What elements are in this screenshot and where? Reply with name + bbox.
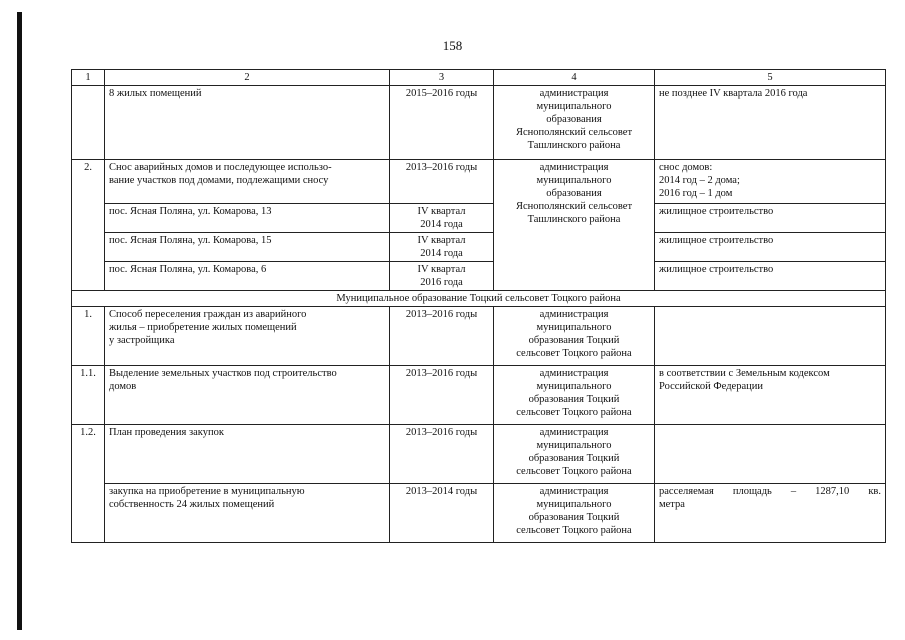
- column-header: 3: [390, 70, 494, 86]
- result-cell: не позднее IV квартала 2016 года: [655, 86, 886, 160]
- row-number: 1.: [72, 307, 105, 366]
- executor-cell: администрация муниципального образования Тоцкий сельсовет Тоцкого района: [494, 425, 655, 484]
- measure-name: Способ переселения граждан из аварийного жилья – приобретение жилых помещений у застройщика: [105, 307, 390, 366]
- column-header: 4: [494, 70, 655, 86]
- row-number: 1.2.: [72, 425, 105, 543]
- period-cell: IV квартал 2016 года: [390, 262, 494, 291]
- result-cell: жилищное строительство: [655, 233, 886, 262]
- address-cell: пос. Ясная Поляна, ул. Комарова, 15: [105, 233, 390, 262]
- period-cell: 2013–2016 годы: [390, 160, 494, 204]
- period-cell: IV квартал 2014 года: [390, 204, 494, 233]
- table-row: [72, 160, 886, 204]
- period-cell: 2013–2016 годы: [390, 366, 494, 425]
- page-number: 158: [442, 38, 463, 53]
- result-cell: жилищное строительство: [655, 204, 886, 233]
- result-cell: [655, 425, 886, 484]
- column-header-row: [72, 70, 886, 86]
- executor-cell: администрация муниципального образования Яснополянский сельсовет Ташлинского района: [494, 86, 655, 160]
- column-header: 1: [72, 70, 105, 86]
- measure-name: Выделение земельных участков под строительство домов: [105, 366, 390, 425]
- executor-cell: администрация муниципального образования Тоцкий сельсовет Тоцкого района: [494, 366, 655, 425]
- period-cell: 2015–2016 годы: [390, 86, 494, 160]
- measure-name: План проведения закупок: [105, 425, 390, 484]
- executor-cell: администрация муниципального образования Тоцкий сельсовет Тоцкого района: [494, 484, 655, 543]
- row-number: [72, 86, 105, 160]
- column-header: 5: [655, 70, 886, 86]
- table-row: [72, 86, 886, 160]
- executor-cell: администрация муниципального образования Яснополянский сельсовет Ташлинского района: [494, 160, 655, 291]
- address-cell: пос. Ясная Поляна, ул. Комарова, 13: [105, 204, 390, 233]
- column-header: 2: [105, 70, 390, 86]
- table-row: [72, 484, 886, 543]
- binder-edge: [17, 12, 22, 630]
- period-cell: 2013–2016 годы: [390, 425, 494, 484]
- period-cell: IV квартал 2014 года: [390, 233, 494, 262]
- executor-cell: администрация муниципального образования Тоцкий сельсовет Тоцкого района: [494, 307, 655, 366]
- result-cell: жилищное строительство: [655, 262, 886, 291]
- table-row: [72, 233, 886, 262]
- program-table: [71, 69, 886, 543]
- table-row: [72, 425, 886, 484]
- measure-name: закупка на приобретение в муниципальную собственность 24 жилых помещений: [105, 484, 390, 543]
- table-row: [72, 262, 886, 291]
- row-number: 1.1.: [72, 366, 105, 425]
- address-cell: пос. Ясная Поляна, ул. Комарова, 6: [105, 262, 390, 291]
- row-number: 2.: [72, 160, 105, 291]
- section-title: Муниципальное образование Тоцкий сельсовет Тоцкого района: [72, 291, 886, 307]
- result-cell: в соответствии с Земельным кодексом Российской Федерации: [655, 366, 886, 425]
- period-cell: 2013–2014 годы: [390, 484, 494, 543]
- section-row: [72, 291, 886, 307]
- measure-name: Снос аварийных домов и последующее использо- вание участков под домами, подлежащими сносу: [105, 160, 390, 204]
- result-line: расселяемая площадь – 1287,10 кв.: [659, 486, 881, 497]
- result-line: метра: [659, 499, 685, 510]
- table-row: [72, 204, 886, 233]
- result-cell: [655, 484, 886, 543]
- measure-name: 8 жилых помещений: [105, 86, 390, 160]
- period-cell: 2013–2016 годы: [390, 307, 494, 366]
- table-row: [72, 307, 886, 366]
- result-cell: [655, 307, 886, 366]
- result-cell: снос домов: 2014 год – 2 дома; 2016 год – 1 дом: [655, 160, 886, 204]
- table-row: [72, 366, 886, 425]
